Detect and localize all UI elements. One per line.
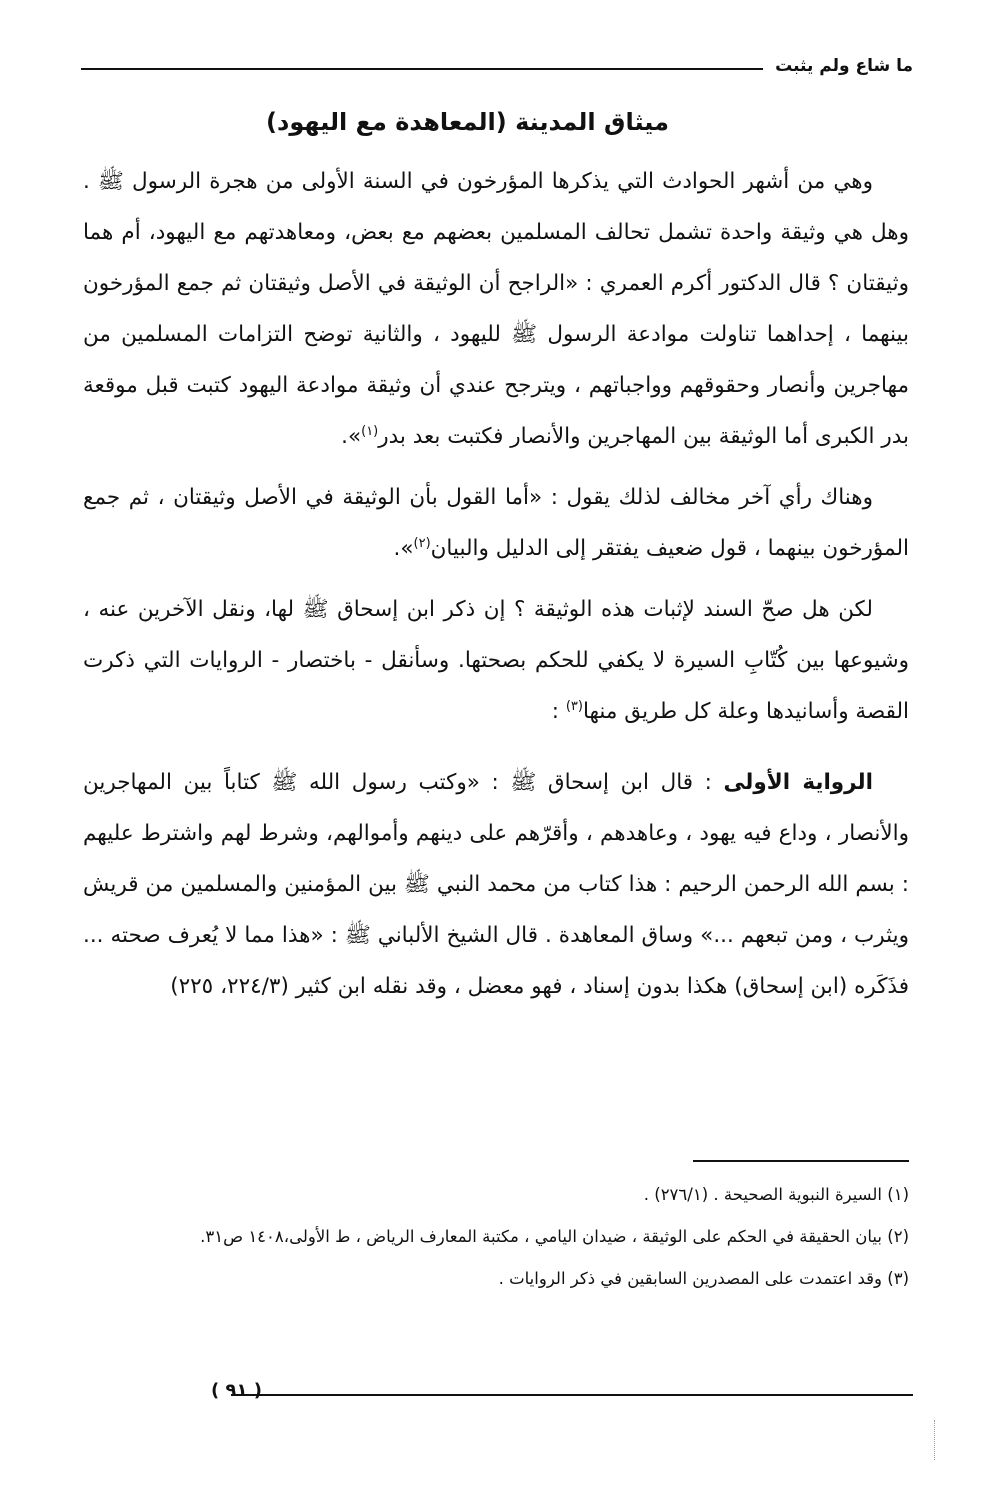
margin-mark	[933, 1420, 935, 1460]
header-rule	[81, 68, 763, 70]
running-title: ما شاع ولم يثبت	[775, 56, 913, 76]
footnote-1: (١) السيرة النبوية الصحيحة . (٢٧٦/١) .	[643, 1185, 909, 1204]
paragraph-2-text: وهناك رأي آخر مخالف لذلك يقول : «أما القول بأن الوثيقة في الأصل وثيقتان ، ثم جمع المؤرخون بينهما ، قول ضعيف يفتقر إلى الدليل والبيان	[83, 485, 909, 561]
paragraph-1	[83, 156, 909, 462]
paragraph-1-end: ».	[341, 424, 362, 449]
paragraph-3	[83, 584, 909, 737]
footnotes	[83, 1178, 909, 1304]
footnote-separator	[693, 1160, 909, 1162]
paragraph-3-text: لكن هل صحّ السند لإثبات هذه الوثيقة ؟ إن ذكر ابن إسحاق ﷺ لها، ونقل الآخرين عنه ، وشيوعها بين كُتّابِ السيرة لا يكفي للحكم بصحتها. وسأنقل - باختصار - الروايات التي ذكرت القصة وأسانيدها وعلة كل طريق منها	[83, 597, 909, 724]
page-footer	[81, 1380, 913, 1416]
running-header	[81, 52, 913, 88]
paragraph-4-text: : قال ابن إسحاق ﷺ : «وكتب رسول الله ﷺ كتاباً بين المهاجرين والأنصار ، وداع فيه يهود ، وعاهدهم ، وأقرّهم على دينهم وأموالهم، وشرط لهم واشترط عليهم : بسم الله الرحمن الرحيم : هذا كتاب من محمد النبي ﷺ بين المؤمنين والمسلمين من قريش ويثرب ، ومن تبعهم ...» وساق المعاهدة . قال الشيخ الألباني ﷺ : «هذا مما لا يُعرف صحته ... فذَكَره (ابن إسحاق) هكذا بدون إسناد ، فهو معضل ، وقد نقله ابن كثير (٢٢٤/٣، ٢٢٥)	[83, 770, 909, 999]
paragraph-2	[83, 472, 909, 574]
footnote-ref-2: (٢)	[413, 535, 431, 551]
body-text	[83, 156, 909, 1022]
footnote-ref-3: (٣)	[565, 698, 583, 714]
paragraph-4	[83, 757, 909, 1012]
paragraph-1-text: وهي من أشهر الحوادث التي يذكرها المؤرخون في السنة الأولى من هجرة الرسول ﷺ . وهل هي وثيقة واحدة تشمل تحالف المسلمين بعضهم مع بعض، ومعاهدتهم مع اليهود، أم هما وثيقتان ؟ قال الدكتور أكرم العمري : «الراجح أن الوثيقة في الأصل وثيقتان ثم جمع المؤرخون بينهما ، إحداهما تناولت موادعة الرسول ﷺ لليهود ، والثانية توضح التزامات المسلمين من مهاجرين وأنصار وحقوقهم وواجباتهم ، ويترجح عندي أن وثيقة موادعة اليهود كتبت قبل موقعة بدر الكبرى أما الوثيقة بين المهاجرين والأنصار فكتبت بعد بدر	[83, 169, 909, 449]
footnote-3: (٣) وقد اعتمدت على المصدرين السابقين في ذكر الروايات .	[498, 1269, 909, 1288]
paragraph-2-end: ».	[393, 536, 414, 561]
narration-heading: الرواية الأولى	[723, 770, 873, 795]
footnote-ref-1: (١)	[361, 423, 379, 439]
page-number: ( ٩١ )	[211, 1380, 262, 1401]
section-title: ميثاق المدينة (المعاهدة مع اليهود)	[266, 108, 669, 136]
paragraph-3-end: :	[551, 699, 566, 724]
footer-rule	[231, 1394, 913, 1396]
footnote-2: (٢) بيان الحقيقة في الحكم على الوثيقة ، ضيدان اليامي ، مكتبة المعارف الرياض ، ط الأولى،١٤٠٨ ص٣١.	[200, 1227, 909, 1246]
